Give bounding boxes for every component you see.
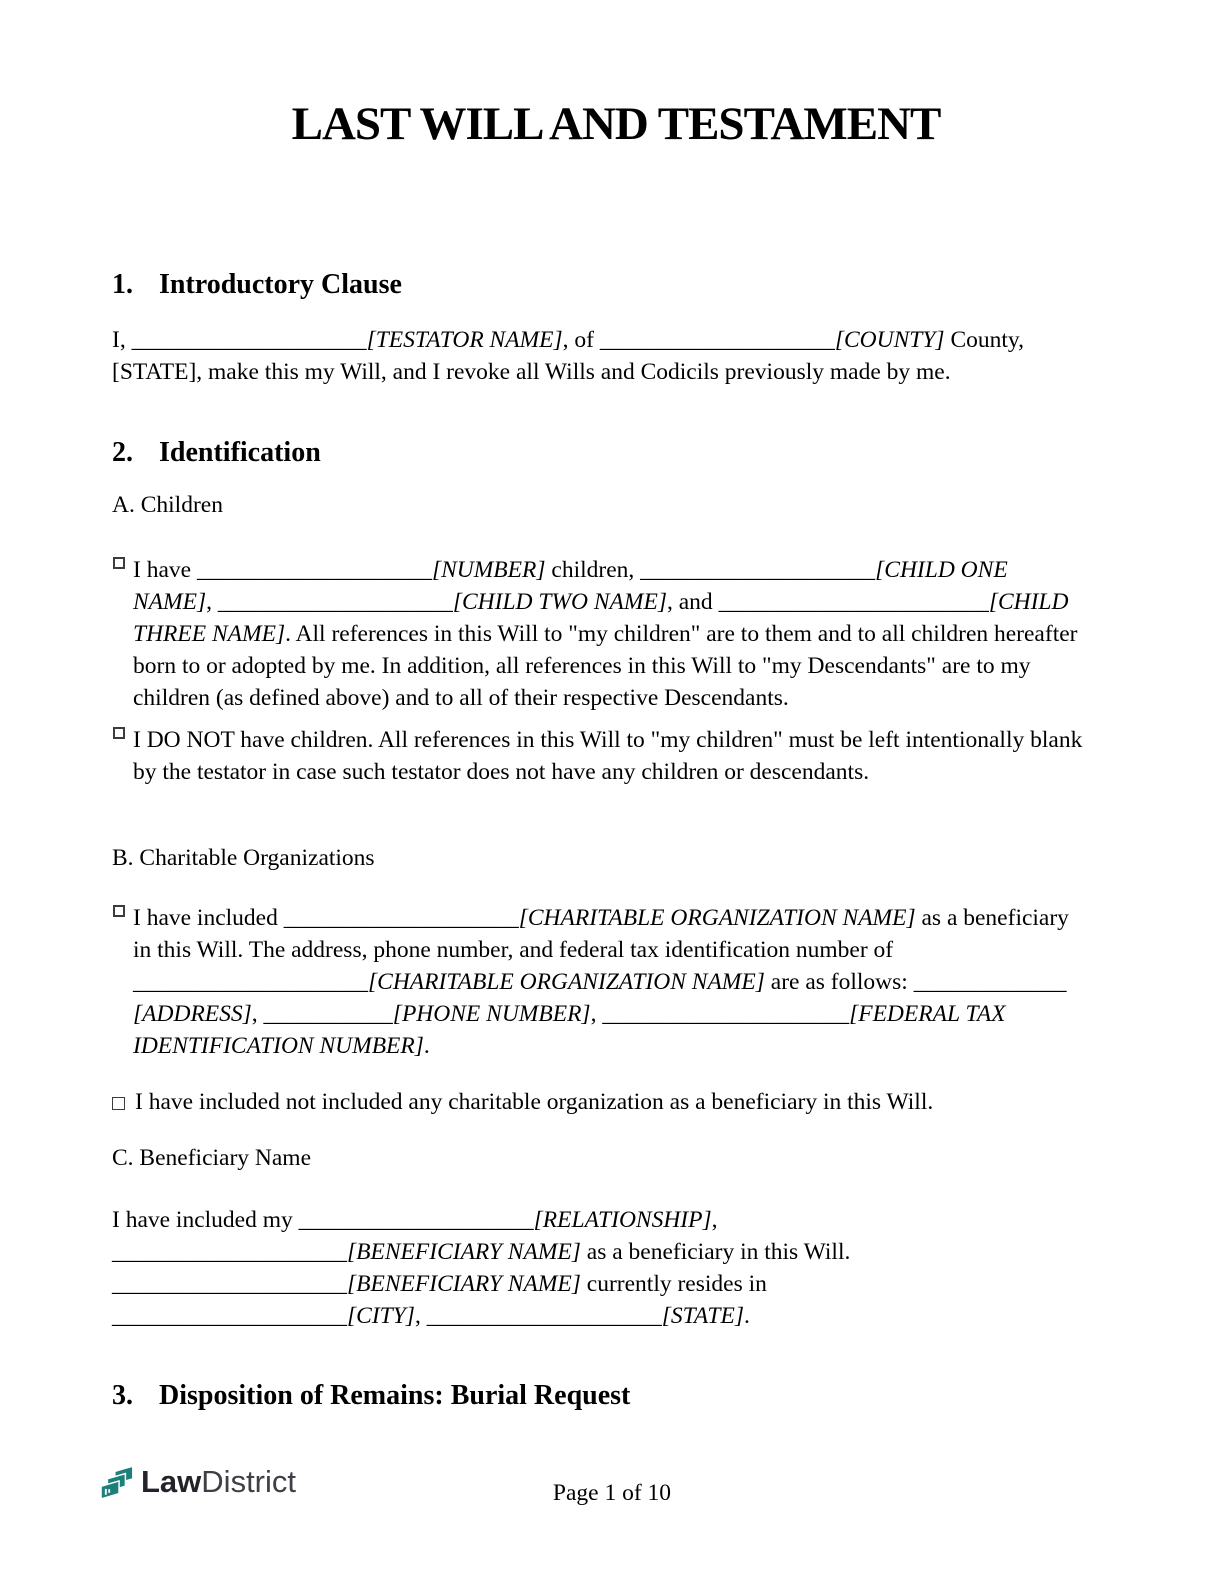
text-run: ,: [590, 1001, 603, 1027]
text-run: born to or adopted by me. In addition, all references in this Will to "my Descendants" are to my: [133, 653, 1031, 679]
beneficiary-paragraph: [112, 1204, 1120, 1332]
text-run: in this Will. The address, phone number, and federal tax identification number of: [133, 937, 894, 963]
placeholder-field: [CITY]: [347, 1303, 415, 1329]
brand-text-law: Law: [141, 1464, 202, 1499]
blank-line[interactable]: ____________________: [133, 969, 368, 995]
subsection-label-children: A. Children: [112, 492, 223, 518]
text-run: children (as defined above) and to all of their respective Descendants.: [133, 685, 789, 711]
blank-line[interactable]: ____________________: [217, 589, 453, 615]
blank-line[interactable]: ____________________: [112, 1239, 347, 1265]
text-line: [112, 1268, 1120, 1300]
blank-line[interactable]: _____________________: [602, 1001, 850, 1027]
checkbox-icon[interactable]: [113, 727, 125, 739]
placeholder-field: [CHILD TWO NAME]: [452, 589, 667, 615]
blank-line[interactable]: ____________________: [196, 557, 432, 583]
text-run: I have: [133, 557, 197, 583]
placeholder-field: [BENEFICIARY NAME]: [347, 1239, 581, 1265]
section-heading-label: Introductory Clause: [159, 269, 402, 300]
text-run: . All references in this Will to "my children" are to them and to all children hereafter: [285, 621, 1078, 647]
placeholder-field: [NUMBER]: [431, 557, 546, 583]
placeholder-field: [CHILD ONE: [875, 557, 1008, 583]
section-number: 2.: [112, 437, 133, 468]
text-run: I have included my: [112, 1207, 299, 1233]
text-line: [133, 966, 1120, 998]
text-run: County,: [944, 327, 1025, 353]
blank-line[interactable]: _______________________: [718, 589, 989, 615]
blank-line[interactable]: ____________________: [112, 1303, 347, 1329]
text-run: by the testator in case such testator does not have any children or descendants.: [133, 759, 870, 785]
placeholder-field: [CHARITABLE ORGANIZATION NAME]: [368, 969, 765, 995]
section-heading-introductory-clause: [112, 267, 1120, 303]
text-line: [112, 1300, 1120, 1332]
brand-text-district: District: [201, 1464, 297, 1499]
text-run: currently resides in: [580, 1271, 767, 1297]
text-line: [112, 1236, 1120, 1268]
placeholder-field: [TESTATOR NAME]: [366, 327, 563, 353]
children-none-text: [133, 724, 1120, 788]
checkbox-icon[interactable]: [112, 1097, 125, 1110]
subsection-label-beneficiary-name: C. Beneficiary Name: [112, 1145, 312, 1171]
blank-line[interactable]: ____________________: [112, 1271, 347, 1297]
section-heading-identification: [112, 435, 1120, 471]
placeholder-field: NAME]: [133, 589, 207, 615]
text-run: [STATE], make this my Will, and I revoke all Wills and Codicils previously made by me.: [112, 359, 951, 385]
section-heading-disposition: [112, 1378, 1120, 1414]
text-line: [133, 902, 1120, 934]
text-run: I have included not included any charitable organization as a beneficiary in this Will.: [135, 1089, 934, 1115]
text-run: , of: [562, 327, 600, 353]
text-run: ,: [206, 589, 218, 615]
page-title: LAST WILL AND TESTAMENT: [291, 98, 941, 150]
placeholder-field: [RELATIONSHIP]: [533, 1207, 712, 1233]
text-line: [133, 554, 1120, 586]
placeholder-field: [CHILD: [988, 589, 1069, 615]
text-line: [133, 934, 1120, 966]
children-none-paragraph: [112, 724, 1120, 788]
charity-included-text: [133, 902, 1120, 1062]
blank-line[interactable]: _____________: [913, 969, 1067, 995]
text-run: I have included: [133, 905, 284, 931]
text-run: ,: [251, 1001, 264, 1027]
text-line: [112, 324, 1120, 356]
children-have-paragraph: [112, 554, 1120, 714]
charity-none-text: [135, 1089, 933, 1115]
text-line: [133, 756, 1120, 788]
placeholder-field: [STATE]: [661, 1303, 744, 1329]
placeholder-field: [CHARITABLE ORGANIZATION NAME]: [518, 905, 916, 931]
text-line: [112, 1204, 1120, 1236]
checkbox-icon[interactable]: [113, 557, 125, 569]
text-line: [112, 356, 1120, 388]
section-heading-label: Disposition of Remains: Burial Request: [159, 1380, 631, 1411]
text-line: [133, 650, 1120, 682]
section-heading-label: Identification: [159, 437, 321, 468]
text-line: [133, 682, 1120, 714]
placeholder-field: [PHONE NUMBER]: [392, 1001, 591, 1027]
text-line: [133, 724, 1120, 756]
placeholder-field: IDENTIFICATION NUMBER]: [133, 1033, 424, 1059]
blank-line[interactable]: ____________________: [283, 905, 519, 931]
text-run: ,: [711, 1207, 718, 1233]
placeholder-field: [BENEFICIARY NAME]: [347, 1271, 581, 1297]
children-have-text: [133, 554, 1120, 714]
text-line: [133, 998, 1120, 1030]
text-run: children,: [545, 557, 641, 583]
text-run: ,: [414, 1303, 427, 1329]
text-run: as a beneficiary: [915, 905, 1069, 931]
text-run: , and: [667, 589, 719, 615]
intro-paragraph: [112, 324, 1120, 388]
text-run: I DO NOT have children. All references in this Will to "my children" must be left intentionally blank: [133, 727, 1083, 753]
text-run: are as follows:: [764, 969, 914, 995]
text-line: [133, 586, 1120, 618]
text-run: I,: [112, 327, 132, 353]
placeholder-field: [ADDRESS]: [133, 1001, 252, 1027]
checkbox-icon[interactable]: [113, 905, 125, 917]
blank-line[interactable]: ____________________: [298, 1207, 534, 1233]
blank-line[interactable]: ____________________: [640, 557, 876, 583]
subsection-label-charitable-organizations: B. Charitable Organizations: [112, 845, 375, 871]
text-line: [133, 618, 1120, 650]
text-run: as a beneficiary in this Will.: [580, 1239, 851, 1265]
charity-none-paragraph: [112, 1086, 1120, 1118]
placeholder-field: [COUNTY]: [834, 327, 945, 353]
text-run: .: [423, 1033, 430, 1059]
page-number: Page 1 of 10: [552, 1480, 672, 1506]
placeholder-field: THREE NAME]: [133, 621, 286, 647]
blank-line[interactable]: ____________________: [599, 327, 835, 353]
blank-line[interactable]: ____________________: [131, 327, 367, 353]
blank-line[interactable]: ___________: [263, 1001, 393, 1027]
text-line: [133, 1030, 1120, 1062]
section-number: 3.: [112, 1380, 133, 1411]
placeholder-field: [FEDERAL TAX: [849, 1001, 1006, 1027]
blank-line[interactable]: ____________________: [426, 1303, 662, 1329]
charity-included-paragraph: [112, 902, 1120, 1062]
text-run: .: [743, 1303, 750, 1329]
section-number: 1.: [112, 269, 133, 300]
